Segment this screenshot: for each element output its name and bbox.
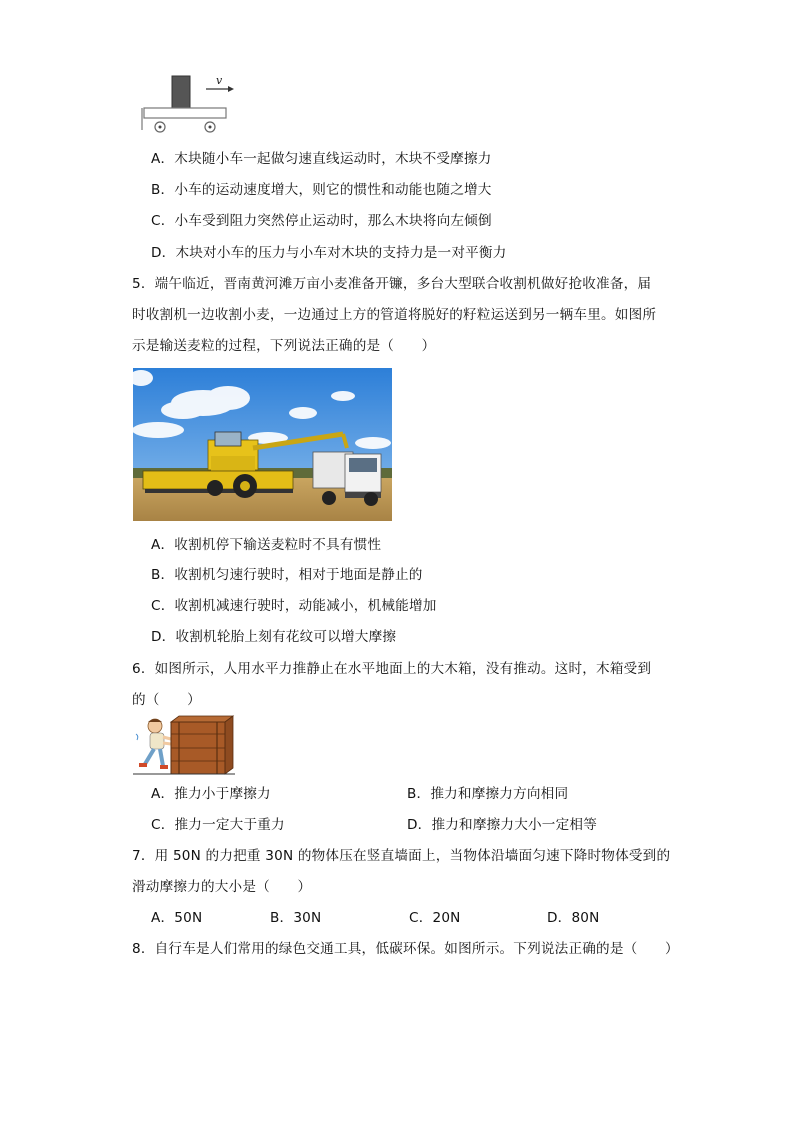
q7-option-c: C．20N [409, 910, 461, 926]
q5-option-a: A．收割机停下输送麦粒时不具有惯性 [151, 537, 382, 553]
q6-option-c: C．推力一定大于重力 [151, 817, 285, 833]
grain-truck [313, 452, 381, 506]
q7-stem-line-1: 7．用 50N 的力把重 30N 的物体压在竖直墙面上，当物体沿墙面匀速下降时物体受到的 [132, 848, 671, 864]
block-on-cart-figure [136, 72, 236, 136]
q7-option-b: B．30N [270, 910, 322, 926]
q5-stem-line-3: 示是输送麦粒的过程，下列说法正确的是（ ） [132, 338, 436, 354]
wooden-crate [171, 716, 233, 774]
q8-stem-line-1: 8．自行车是人们常用的绿色交通工具，低碳环保。如图所示。下列说法正确的是（ ） [132, 941, 679, 957]
cart-body [144, 108, 226, 118]
q5-option-c: C．收割机减速行驶时，动能减小，机械能增加 [151, 598, 437, 614]
q5-option-b: B．收割机匀速行驶时，相对于地面是静止的 [151, 567, 423, 583]
q7-option-d: D．80N [547, 910, 600, 926]
q4-option-c: C．小车受到阻力突然停止运动时，那么木块将向左倾倒 [151, 213, 492, 229]
harvester-photo [133, 368, 392, 521]
pushing-person [136, 719, 171, 769]
q6-stem-line-2: 的（ ） [132, 692, 201, 708]
q6-stem-line-1: 6．如图所示，人用水平力推静止在水平地面上的大木箱，没有推动。这时，木箱受到 [132, 661, 652, 677]
q5-stem-line-2: 时收割机一边收割小麦，一边通过上方的管道将脱好的籽粒运送到另一辆车里。如图所 [132, 307, 657, 323]
velocity-label: v [216, 74, 223, 87]
q4-option-a: A．木块随小车一起做匀速直线运动时，木块不受摩擦力 [151, 151, 492, 167]
q4-option-d: D．木块对小车的压力与小车对木块的支持力是一对平衡力 [151, 245, 507, 261]
q7-option-a: A．50N [151, 910, 203, 926]
q5-stem-line-1: 5．端午临近，晋南黄河滩万亩小麦准备开镰，多台大型联合收割机做好抢收准备，届 [132, 276, 652, 292]
q6-option-d: D．推力和摩擦力大小一定相等 [407, 817, 597, 833]
q6-option-a: A．推力小于摩擦力 [151, 786, 271, 802]
q5-option-d: D．收割机轮胎上刻有花纹可以增大摩擦 [151, 629, 397, 645]
person-pushing-crate-figure [133, 714, 235, 776]
q4-option-b: B．小车的运动速度增大，则它的惯性和动能也随之增大 [151, 182, 492, 198]
q7-stem-line-2: 滑动摩擦力的大小是（ ） [132, 879, 312, 895]
wood-block [172, 76, 190, 108]
q6-option-b: B．推力和摩擦力方向相同 [407, 786, 569, 802]
